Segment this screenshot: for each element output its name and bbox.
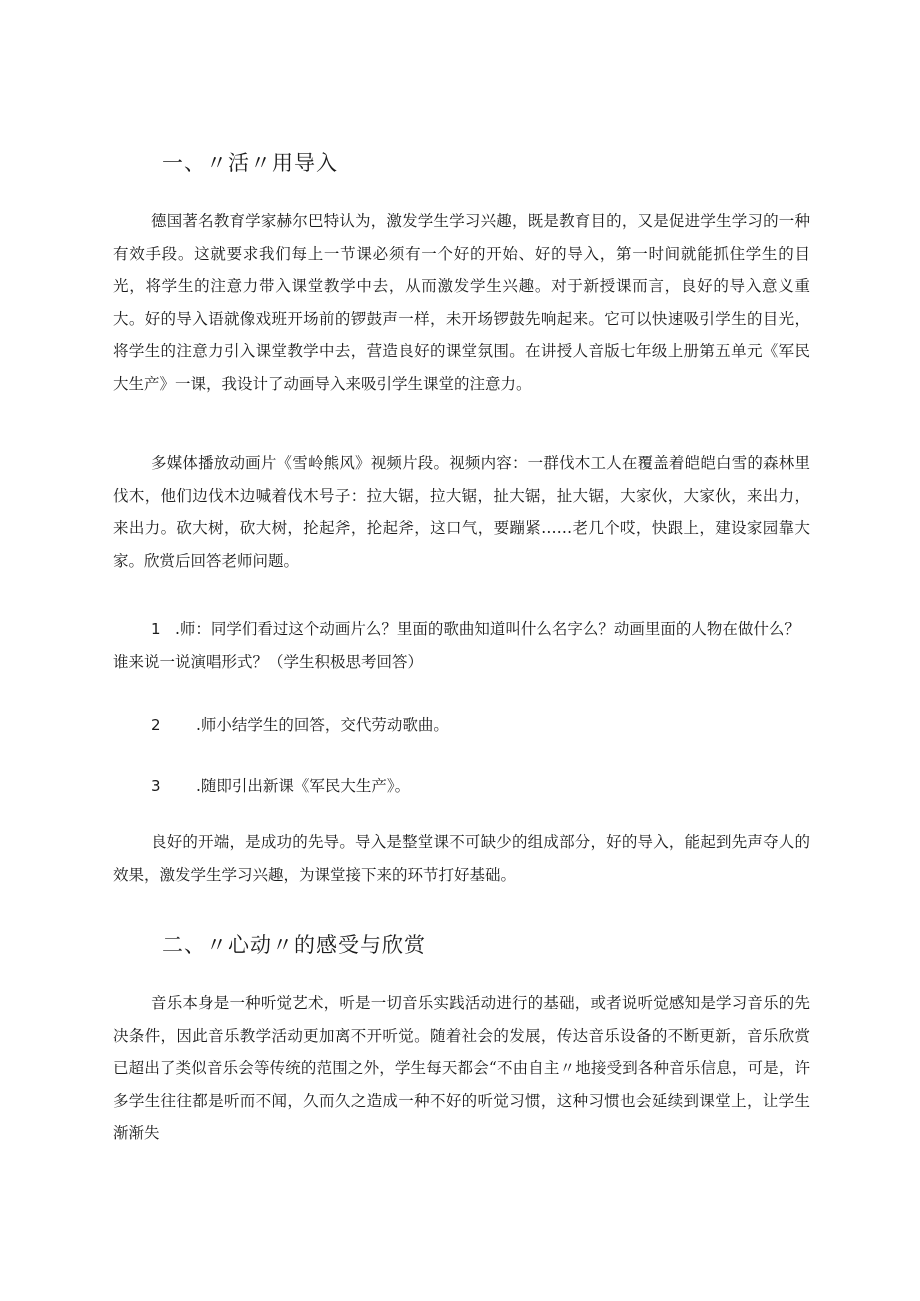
section-heading-1: 一、〃活〃用导入 xyxy=(162,151,338,175)
list-item-number: 3 xyxy=(151,777,161,795)
section-1-paragraph-3: 良好的开端，是成功的先导。导入是整堂课不可缺少的组成部分，好的导入，能起到先声夺人的效果，激发学生学习兴趣，为课堂接下来的环节打好基础。 xyxy=(113,833,810,884)
list-item-2 xyxy=(113,709,810,742)
list-item-number: 2 xyxy=(151,716,161,734)
list-item-text: .师小结学生的回答，交代劳动歌曲。 xyxy=(196,716,449,734)
list-item-3 xyxy=(113,770,810,803)
list-item-number: 1 xyxy=(151,620,161,638)
section-1-paragraph-1: 德国著名教育学家赫尔巴特认为，激发学生学习兴趣，既是教育目的，又是促进学生学习的一种有效手段。这就要求我们每上一节课必须有一个好的开始、好的导入，第一时间就能抓住学生的目光，将学生的注意力带入课堂教学中去，从而激发学生兴趣。对于新授课而言，良好的导入意义重大。好的导入语就像戏班开场前的锣鼓声一样，未开场锣鼓先响起来。它可以快速吸引学生的目光，将学生的注意力引入课堂教学中去，营造良好的课堂氛围。在讲授人音版七年级上册第五单元《军民大生产》一课，我设计了动画导入来吸引学生课堂的注意力。 xyxy=(113,212,810,393)
list-item-text: .随即引出新课《军民大生产》。 xyxy=(196,777,411,795)
list-item-text: .师：同学们看过这个动画片么？里面的歌曲知道叫什么名字么？动画里面的人物在做什么？谁来说一说演唱形式？（学生积极思考回答） xyxy=(113,620,800,671)
section-1-paragraph-2: 多媒体播放动画片《雪岭熊风》视频片段。视频内容：一群伐木工人在覆盖着皑皑白雪的森林里伐木，他们边伐木边喊着伐木号子：拉大锯，拉大锯，扯大锯，扯大锯，大家伙，大家伙，来出力，来出力。砍大树，砍大树，抡起斧，抡起斧，这口气，要蹦紧……老几个哎，快跟上，建设家园靠大家。欣赏后回答老师问题。 xyxy=(113,454,810,570)
list-item-1 xyxy=(113,613,810,678)
section-heading-2: 二、〃心动〃的感受与欣赏 xyxy=(162,933,426,957)
section-2-paragraph-1: 音乐本身是一种听觉艺术，听是一切音乐实践活动进行的基础，或者说听觉感知是学习音乐的先决条件，因此音乐教学活动更加离不开听觉。随着社会的发展，传达音乐设备的不断更新，音乐欣赏已超出了类似音乐会等传统的范围之外，学生每天都会“不由自主〃地接受到各种音乐信息，可是，许多学生往往都是听而不闻，久而久之造成一种不好的听觉习惯，这种习惯也会延续到课堂上，让学生渐渐失 xyxy=(113,994,810,1143)
